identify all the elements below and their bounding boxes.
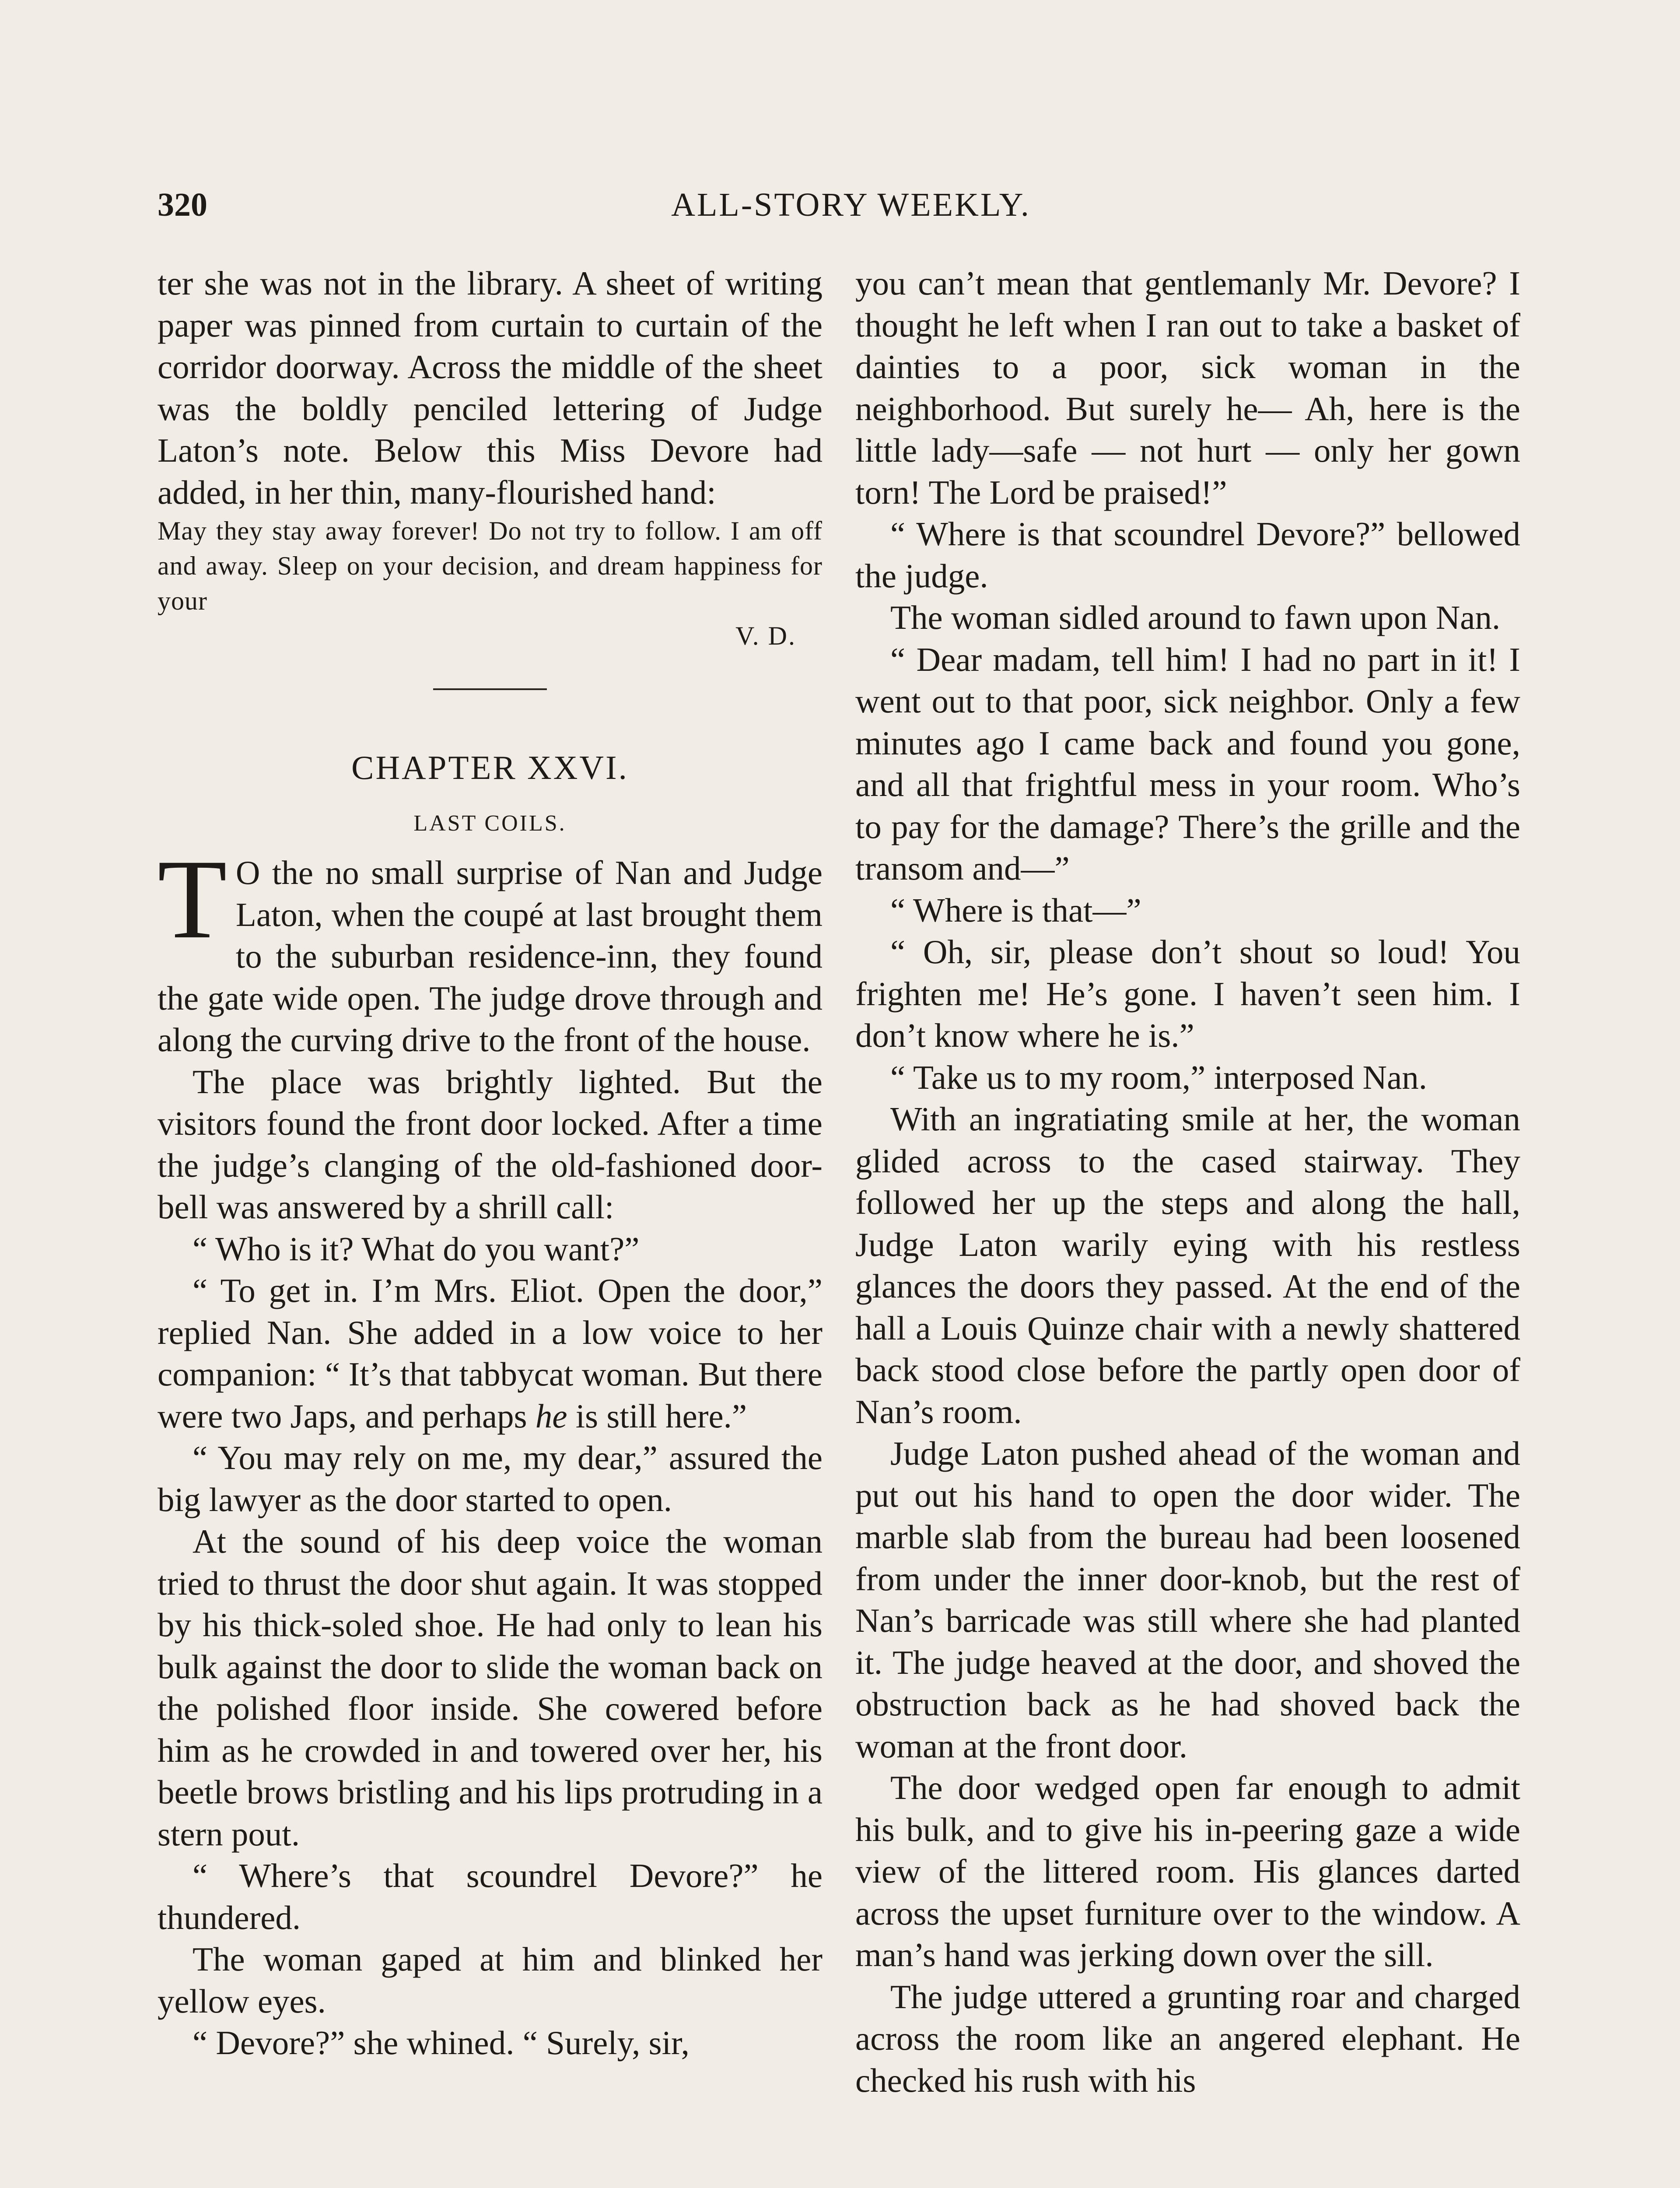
paragraph: you can’t mean that gentlemanly Mr. Devore? I thought he left when I ran out to take a basket of dainties to a poor, sick woman in the neighborhood. But surely he— Ah, here is the little lady—safe — not hurt — only her gown torn! The Lord be praised!” [855, 264, 1520, 511]
note-signature: V. D. [735, 621, 796, 650]
drop-cap: T [158, 836, 227, 962]
paragraph: The woman gaped at him and blinked her yellow eyes. [158, 1940, 822, 2020]
paragraph-text: O the no small surprise of Nan and Judge Laton, when the coupé at last brought them to the suburban residence-inn, they found the gate wide open. The judge drove through and along the curving drive to the front of the house. [158, 854, 822, 1059]
paragraph: ter she was not in the library. A sheet of writing paper was pinned from curtain to curtain of the corridor doorway. Across the middle of the sheet was the boldly penciled lettering of Judge Laton’s note. Below this Miss Devore had added, in her thin, many-flourished hand: [158, 264, 822, 511]
chapter-title: CHAPTER XXVI. [351, 749, 629, 786]
paragraph-text: “ To get in. I’m Mrs. Eliot. Open the door,” replied Nan. She added in a low voice to her companion: “ It’s that tabbycat woman. But there were two Japs, and perhaps [158, 1272, 822, 1435]
paragraph: “ Where’s that scoundrel Devore?” he thundered. [158, 1857, 822, 1936]
running-head: ALL-STORY WEEKLY. [671, 186, 1031, 223]
paragraph: “ Who is it? What do you want?” [192, 1230, 640, 1268]
paragraph: “ Oh, sir, please don’t shout so loud! You frighten me! He’s gone. I haven’t seen him. I don’t know where he is.” [855, 933, 1520, 1054]
chapter-opening-paragraph [158, 836, 822, 1061]
right-column [855, 263, 1520, 2101]
paragraph: “ Where is that scoundrel Devore?” bellowed the judge. [855, 515, 1520, 595]
paragraph: The woman sidled around to fawn upon Nan. [890, 599, 1501, 636]
paragraph: The place was brightly lighted. But the visitors found the front door locked. After a time the judge’s clanging of the old-fashioned door-bell was answered by a shrill call: [158, 1062, 822, 1226]
emphasis-text: he [535, 1397, 567, 1435]
left-column [158, 263, 822, 2064]
paragraph: At the sound of his deep voice the woman tried to thrust the door shut again. It was stopped by his thick-soled shoe. He had only to lean his bulk against the door to slide the woman back on the polished floor inside. She cowered before him as he crowded in and towered over her, his beetle brows bristling and his lips protruding in a stern pout. [158, 1522, 822, 1853]
page-number: 320 [158, 186, 207, 223]
chapter-subtitle: LAST COILS. [413, 811, 567, 836]
note-text: May they stay away forever! Do not try to follow. I am off and away. Sleep on your decision, and dream happiness for your [158, 516, 822, 615]
paragraph [158, 1270, 822, 1437]
paragraph: “ Dear madam, tell him! I had no part in it! I went out to that poor, sick neighbor. Only a few minutes ago I came back and found you gone, and all that frightful mess in your room. Who’s to pay for the damage? There’s the grille and the transom and—” [855, 640, 1520, 887]
paragraph: Judge Laton pushed ahead of the woman and put out his hand to open the door wider. The marble slab from the bureau had been loosened from under the inner door-knob, but the rest of Nan’s barricade was still where she had planted it. The judge heaved at the door, and shoved the obstruction back as he had shoved back the woman at the front door. [855, 1434, 1520, 1765]
paragraph-text: is still here.” [575, 1397, 747, 1435]
paragraph: “ You may rely on me, my dear,” assured the big lawyer as the door started to open. [158, 1439, 822, 1518]
paragraph: The judge uttered a grunting roar and charged across the room like an angered elephant. He checked his rush with his [855, 1978, 1520, 2099]
paragraph: “ Take us to my room,” interposed Nan. [890, 1058, 1428, 1096]
paragraph: “ Where is that—” [890, 891, 1141, 929]
section-divider [433, 688, 547, 690]
paragraph: “ Devore?” she whined. “ Surely, sir, [192, 2024, 690, 2062]
paragraph: The door wedged open far enough to admit his bulk, and to give his in-peering gaze a wide view of the littered room. His glances darted across the upset furniture over to the window. A man’s hand was jerking down over the sill. [855, 1769, 1520, 1974]
paragraph: With an ingratiating smile at her, the woman glided across to the cased stairway. They followed her up the steps and along the hall, Judge Laton warily eying with his restless glances the doors they passed. At the end of the hall a Louis Quinze chair with a newly shattered back stood close before the partly open door of Nan’s room. [855, 1100, 1520, 1431]
